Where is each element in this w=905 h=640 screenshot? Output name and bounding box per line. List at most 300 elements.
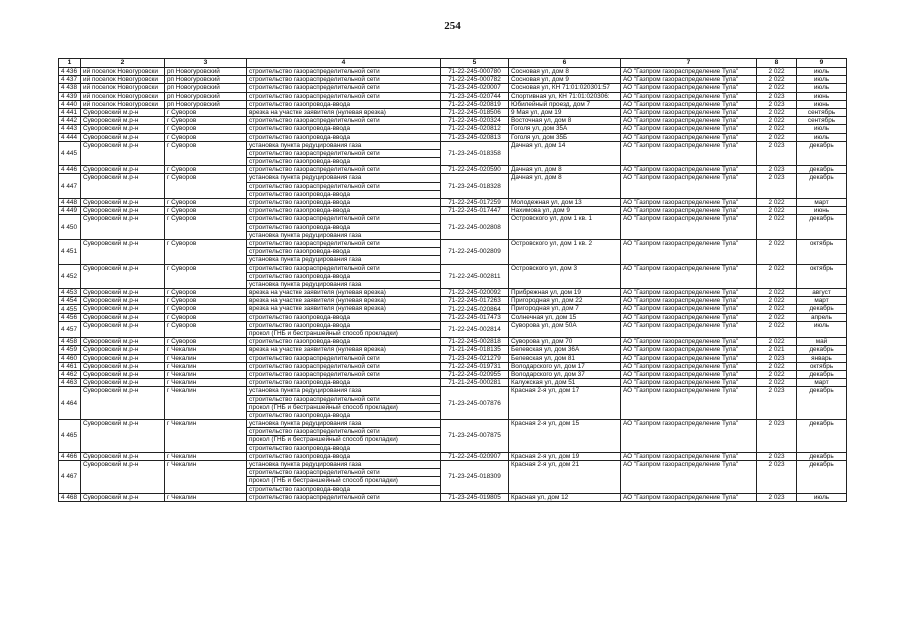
district-cell: ий поселок Новогуровски [81,84,165,92]
contract-number-cell: 71-22-245-002808 [441,215,509,240]
table-row [59,108,847,116]
organization-cell: АО "Газпром газораспределение Тула" [621,68,757,76]
address-cell: Сосновая ул, КН 71:01:020301:57 [509,84,621,92]
district-cell: ий поселок Новогуровски [81,68,165,76]
month-cell: декабрь [797,166,847,174]
district-cell: Суворовский м.р-н [81,141,165,166]
settlement-cell: рп Новогуровский [165,84,247,92]
month-cell: март [797,199,847,207]
year-cell: 2 022 [757,76,797,84]
settlement-cell: рп Новогуровский [165,92,247,100]
contract-number-cell: 71-21-245-000281 [441,379,509,387]
contract-number-cell: 71-22-245-020092 [441,289,509,297]
month-cell: июль [797,76,847,84]
work-type-cell: строительство газопровода-ввода [247,223,441,231]
month-cell: декабрь [797,346,847,354]
work-type-cell: строительство газопровода-ввода [247,321,441,329]
work-type-cell: строительство газопровода-ввода [247,133,441,141]
table-row [59,239,847,247]
work-type-cell: строительство газопровода-ввода [247,248,441,256]
year-cell: 2 021 [757,346,797,354]
table-row [59,313,847,321]
row-number: 4 468 [59,493,81,501]
table-row [59,493,847,501]
contract-number-cell: 71-22-245-002809 [441,239,509,264]
year-cell: 2 022 [757,379,797,387]
work-type-cell: строительство газораспределительной сети [247,264,441,272]
settlement-cell: г Суворов [165,321,247,337]
settlement-cell: г Чекалин [165,370,247,378]
column-header: 1 [59,59,81,68]
address-cell: Гоголя ул, дом 35А [509,125,621,133]
contract-number-cell: 71-22-245-020812 [441,125,509,133]
contract-number-cell: 71-22-245-020907 [441,452,509,460]
table-row [59,346,847,354]
table-row [59,100,847,108]
district-cell: Суворовский м.р-н [81,166,165,174]
settlement-cell: г Чекалин [165,354,247,362]
row-number: 4 455 [59,305,81,313]
year-cell: 2 023 [757,493,797,501]
work-type-cell: строительство газопровода-ввода [247,199,441,207]
row-number: 4 438 [59,84,81,92]
month-cell: декабрь [797,174,847,199]
organization-cell: АО "Газпром газораспределение Тула" [621,239,757,264]
month-cell: июнь [797,207,847,215]
settlement-cell: г Суворов [165,125,247,133]
year-cell: 2 022 [757,215,797,240]
district-cell: Суворовский м.р-н [81,117,165,125]
address-cell: Суворова ул, дом 70 [509,338,621,346]
year-cell: 2 022 [757,321,797,337]
month-cell: декабрь [797,215,847,240]
district-cell: Суворовский м.р-н [81,346,165,354]
contract-number-cell: 71-23-245-020007 [441,84,509,92]
organization-cell: АО "Газпром газораспределение Тула" [621,370,757,378]
work-type-cell: строительство газопровода-ввода [247,125,441,133]
contract-number-cell: 71-22-245-020819 [441,100,509,108]
settlement-cell: г Суворов [165,133,247,141]
year-cell: 2 023 [757,354,797,362]
work-type-cell: строительство газораспределительной сети [247,428,441,436]
address-cell: Пригородная ул, дом 22 [509,297,621,305]
year-cell: 2 022 [757,338,797,346]
district-cell: Суворовский м.р-н [81,338,165,346]
settlement-cell: г Суворов [165,338,247,346]
district-cell: ий поселок Новогуровски [81,100,165,108]
month-cell: июль [797,493,847,501]
column-header: 8 [757,59,797,68]
organization-cell: АО "Газпром газораспределение Тула" [621,174,757,199]
year-cell: 2 023 [757,174,797,199]
address-cell: Красная ул, дом 12 [509,493,621,501]
month-cell: март [797,297,847,305]
work-type-cell: строительство газораспределительной сети [247,215,441,223]
district-cell: Суворовский м.р-н [81,174,165,199]
district-cell: Суворовский м.р-н [81,354,165,362]
table-row [59,199,847,207]
settlement-cell: г Суворов [165,264,247,289]
year-cell: 2 023 [757,387,797,420]
work-type-cell: строительство газораспределительной сети [247,92,441,100]
organization-cell: АО "Газпром газораспределение Тула" [621,117,757,125]
settlement-cell: г Чекалин [165,493,247,501]
district-cell: Суворовский м.р-н [81,125,165,133]
work-type-cell: установка пункта редуцирования газа [247,387,441,395]
organization-cell: АО "Газпром газораспределение Тула" [621,100,757,108]
organization-cell: АО "Газпром газораспределение Тула" [621,297,757,305]
contract-number-cell: 71-22-245-020590 [441,166,509,174]
organization-cell: АО "Газпром газораспределение Тула" [621,133,757,141]
district-cell: Суворовский м.р-н [81,379,165,387]
address-cell: Прибрежная ул, дом 19 [509,289,621,297]
work-type-cell: строительство газораспределительной сети [247,395,441,403]
column-header: 6 [509,59,621,68]
district-cell: Суворовский м.р-н [81,461,165,494]
row-number: 4 440 [59,100,81,108]
table-row [59,289,847,297]
contract-number-cell: 71-23-245-018358 [441,141,509,166]
contract-number-cell: 71-23-245-007876 [441,387,509,420]
work-type-cell: строительство газопровода-ввода [247,158,441,166]
contract-number-cell: 71-22-245-002811 [441,264,509,289]
row-number: 4 444 [59,133,81,141]
contract-number-cell: 71-22-245-017473 [441,313,509,321]
work-type-cell: строительство газораспределительной сети [247,362,441,370]
organization-cell: АО "Газпром газораспределение Тула" [621,338,757,346]
table-row [59,166,847,174]
organization-cell: АО "Газпром газораспределение Тула" [621,346,757,354]
month-cell: июнь [797,92,847,100]
address-cell: Островского ул, дом 3 [509,264,621,289]
contract-number-cell: 71-22-245-017447 [441,207,509,215]
contract-number-cell: 71-22-245-017263 [441,297,509,305]
year-cell: 2 022 [757,297,797,305]
row-number: 4 463 [59,379,81,387]
district-cell: Суворовский м.р-н [81,207,165,215]
row-number: 4 462 [59,370,81,378]
district-cell: Суворовский м.р-н [81,493,165,501]
month-cell: январь [797,354,847,362]
month-cell: сентябрь [797,117,847,125]
organization-cell: АО "Газпром газораспределение Тула" [621,108,757,116]
month-cell: декабрь [797,305,847,313]
year-cell: 2 022 [757,108,797,116]
column-header: 2 [81,59,165,68]
district-cell: ий поселок Новогуровски [81,92,165,100]
organization-cell: АО "Газпром газораспределение Тула" [621,321,757,337]
year-cell: 2 023 [757,420,797,453]
district-cell: Суворовский м.р-н [81,215,165,240]
table-row [59,174,847,182]
organization-cell: АО "Газпром газораспределение Тула" [621,493,757,501]
address-cell: Островского ул, дом 1 кв. 2 [509,239,621,264]
district-cell: Суворовский м.р-н [81,264,165,289]
contract-number-cell: 71-22-245-002814 [441,321,509,337]
district-cell: Суворовский м.р-н [81,452,165,460]
column-header: 3 [165,59,247,68]
work-type-cell: врезка на участке заявителя (нулевая врезка) [247,297,441,305]
organization-cell: АО "Газпром газораспределение Тула" [621,354,757,362]
address-cell: 9 Мая ул, дом 19 [509,108,621,116]
work-type-cell: установка пункта редуцирования газа [247,461,441,469]
contract-number-cell: 71-21-245-018135 [441,346,509,354]
work-type-cell: врезка на участке заявителя (нулевая врезка) [247,108,441,116]
contract-number-cell: 71-23-245-020744 [441,92,509,100]
organization-cell: АО "Газпром газораспределение Тула" [621,362,757,370]
row-number: 4 450 [59,215,81,240]
row-number: 4 445 [59,141,81,166]
table-row [59,297,847,305]
work-type-cell: строительство газопровода-ввода [247,485,441,493]
work-type-cell: строительство газопровода-ввода [247,207,441,215]
organization-cell: АО "Газпром газораспределение Тула" [621,84,757,92]
contract-number-cell: 71-22-245-019731 [441,362,509,370]
data-table [58,58,847,502]
table-row [59,207,847,215]
organization-cell: АО "Газпром газораспределение Тула" [621,379,757,387]
year-cell: 2 023 [757,92,797,100]
organization-cell: АО "Газпром газораспределение Тула" [621,76,757,84]
month-cell: май [797,338,847,346]
year-cell: 2 022 [757,68,797,76]
work-type-cell: врезка на участке заявителя (нулевая врезка) [247,289,441,297]
district-cell: Суворовский м.р-н [81,313,165,321]
month-cell: июль [797,321,847,337]
year-cell: 2 023 [757,452,797,460]
settlement-cell: г Суворов [165,305,247,313]
table-row [59,370,847,378]
district-cell: Суворовский м.р-н [81,289,165,297]
contract-number-cell: 71-22-245-018506 [441,108,509,116]
table-row [59,117,847,125]
month-cell: июль [797,84,847,92]
settlement-cell: г Суворов [165,117,247,125]
address-cell: Калужская ул, дом 51 [509,379,621,387]
organization-cell: АО "Газпром газораспределение Тула" [621,125,757,133]
work-type-cell: врезка на участке заявителя (нулевая врезка) [247,305,441,313]
address-cell: Нахимова ул, дом 9 [509,207,621,215]
organization-cell: АО "Газпром газораспределение Тула" [621,452,757,460]
address-cell: Белевская ул, дом 81 [509,354,621,362]
contract-number-cell: 71-23-245-018328 [441,174,509,199]
organization-cell: АО "Газпром газораспределение Тула" [621,92,757,100]
district-cell: Суворовский м.р-н [81,108,165,116]
contract-number-cell: 71-23-245-020813 [441,133,509,141]
month-cell: декабрь [797,141,847,166]
work-type-cell: строительство газопровода-ввода [247,411,441,419]
column-header: 7 [621,59,757,68]
work-type-cell: строительство газопровода-ввода [247,338,441,346]
settlement-cell: г Суворов [165,297,247,305]
address-cell: Спортивная ул, КН 71:01:020306: [509,92,621,100]
year-cell: 2 023 [757,461,797,494]
table-row [59,92,847,100]
work-type-cell: строительство газопровода-ввода [247,190,441,198]
work-type-cell: прокол (ГНБ и бестраншейный способ прокладки) [247,403,441,411]
contract-number-cell: 71-23-245-021279 [441,354,509,362]
organization-cell: АО "Газпром газораспределение Тула" [621,420,757,453]
month-cell: июль [797,133,847,141]
month-cell: октябрь [797,362,847,370]
address-cell: Гоголя ул, дом 35Б [509,133,621,141]
work-type-cell: строительство газораспределительной сети [247,68,441,76]
work-type-cell: прокол (ГНБ и бестраншейный способ прокладки) [247,477,441,485]
work-type-cell: врезка на участке заявителя (нулевая врезка) [247,346,441,354]
row-number: 4 441 [59,108,81,116]
month-cell: декабрь [797,461,847,494]
row-number: 4 454 [59,297,81,305]
settlement-cell: г Чекалин [165,362,247,370]
settlement-cell: рп Новогуровский [165,68,247,76]
district-cell: Суворовский м.р-н [81,370,165,378]
address-cell: Володарского ул, дом 37 [509,370,621,378]
settlement-cell: г Чекалин [165,420,247,453]
year-cell: 2 022 [757,199,797,207]
organization-cell: АО "Газпром газораспределение Тула" [621,264,757,289]
address-cell: Восточная ул, дом 8 [509,117,621,125]
settlement-cell: г Суворов [165,207,247,215]
year-cell: 2 022 [757,239,797,264]
table-row [59,141,847,149]
address-cell: Сосновая ул, дом 9 [509,76,621,84]
work-type-cell: установка пункта редуцирования газа [247,420,441,428]
organization-cell: АО "Газпром газораспределение Тула" [621,305,757,313]
row-number: 4 452 [59,264,81,289]
address-cell: Володарского ул, дом 17 [509,362,621,370]
year-cell: 2 023 [757,166,797,174]
work-type-cell: строительство газопровода-ввода [247,272,441,280]
district-cell: Суворовский м.р-н [81,133,165,141]
month-cell: декабрь [797,452,847,460]
contract-number-cell: 71-22-245-020324 [441,117,509,125]
organization-cell: АО "Газпром газораспределение Тула" [621,289,757,297]
settlement-cell: г Суворов [165,239,247,264]
row-number: 4 467 [59,461,81,494]
settlement-cell: г Чекалин [165,461,247,494]
table-row [59,264,847,272]
month-cell: декабрь [797,420,847,453]
contract-number-cell: 71-23-245-019805 [441,493,509,501]
table-row [59,84,847,92]
work-type-cell: установка пункта редуцирования газа [247,141,441,149]
table-row [59,452,847,460]
row-number: 4 446 [59,166,81,174]
month-cell: июнь [797,100,847,108]
settlement-cell: г Суворов [165,141,247,166]
table-row [59,420,847,428]
row-number: 4 437 [59,76,81,84]
district-cell: Суворовский м.р-н [81,305,165,313]
work-type-cell: строительство газопровода-ввода [247,313,441,321]
contract-number-cell: 71-23-245-007875 [441,420,509,453]
row-number: 4 459 [59,346,81,354]
address-cell: Дачная ул, дом 8 [509,174,621,199]
table-row [59,215,847,223]
row-number: 4 443 [59,125,81,133]
settlement-cell: г Суворов [165,166,247,174]
work-type-cell: установка пункта редуцирования газа [247,174,441,182]
settlement-cell: г Суворов [165,215,247,240]
work-type-cell: установка пункта редуцирования газа [247,256,441,264]
table-row [59,68,847,76]
work-type-cell: строительство газораспределительной сети [247,84,441,92]
column-header: 4 [247,59,441,68]
district-cell: Суворовский м.р-н [81,387,165,420]
district-cell: Суворовский м.р-н [81,420,165,453]
district-cell: Суворовский м.р-н [81,297,165,305]
row-number: 4 461 [59,362,81,370]
row-number: 4 436 [59,68,81,76]
table-row [59,387,847,395]
contract-number-cell: 71-22-245-017259 [441,199,509,207]
address-cell: Белевская ул, дом 36А [509,346,621,354]
settlement-cell: г Суворов [165,289,247,297]
row-number: 4 448 [59,199,81,207]
contract-number-cell: 71-22-245-020955 [441,370,509,378]
address-cell: Красная 2-я ул, дом 17 [509,387,621,420]
work-type-cell: строительство газораспределительной сети [247,166,441,174]
page-number: 254 [444,20,461,32]
organization-cell: АО "Газпром газораспределение Тула" [621,166,757,174]
district-cell: Суворовский м.р-н [81,362,165,370]
month-cell: март [797,379,847,387]
contract-number-cell: 71-22-245-000782 [441,76,509,84]
row-number: 4 465 [59,420,81,453]
month-cell: август [797,289,847,297]
table-row [59,321,847,329]
year-cell: 2 022 [757,305,797,313]
organization-cell: АО "Газпром газораспределение Тула" [621,313,757,321]
address-cell: Пригородная ул, дом 7 [509,305,621,313]
row-number: 4 442 [59,117,81,125]
contract-number-cell: 71-22-245-020864 [441,305,509,313]
table-row [59,76,847,84]
work-type-cell: строительство газораспределительной сети [247,149,441,157]
address-cell: Солнечная ул, дом 15 [509,313,621,321]
year-cell: 2 022 [757,313,797,321]
row-number: 4 456 [59,313,81,321]
table-row [59,305,847,313]
contract-number-cell: 71-22-245-000780 [441,68,509,76]
month-cell: декабрь [797,387,847,420]
table-row [59,379,847,387]
row-number: 4 439 [59,92,81,100]
year-cell: 2 022 [757,84,797,92]
table-row [59,461,847,469]
settlement-cell: г Чекалин [165,346,247,354]
column-header: 9 [797,59,847,68]
table-row [59,354,847,362]
row-number: 4 464 [59,387,81,420]
work-type-cell: строительство газопровода-ввода [247,452,441,460]
table-row [59,125,847,133]
year-cell: 2 022 [757,264,797,289]
district-cell: Суворовский м.р-н [81,321,165,337]
row-number: 4 453 [59,289,81,297]
work-type-cell: строительство газопровода-ввода [247,444,441,452]
settlement-cell: г Чекалин [165,387,247,420]
district-cell: Суворовский м.р-н [81,239,165,264]
row-number: 4 458 [59,338,81,346]
month-cell: октябрь [797,264,847,289]
row-number: 4 457 [59,321,81,337]
address-cell: Юбилейный проезд, дом 7 [509,100,621,108]
work-type-cell: строительство газораспределительной сети [247,182,441,190]
contract-number-cell: 71-22-245-002818 [441,338,509,346]
work-type-cell: строительство газораспределительной сети [247,354,441,362]
address-cell: Сосновая ул, дом 8 [509,68,621,76]
